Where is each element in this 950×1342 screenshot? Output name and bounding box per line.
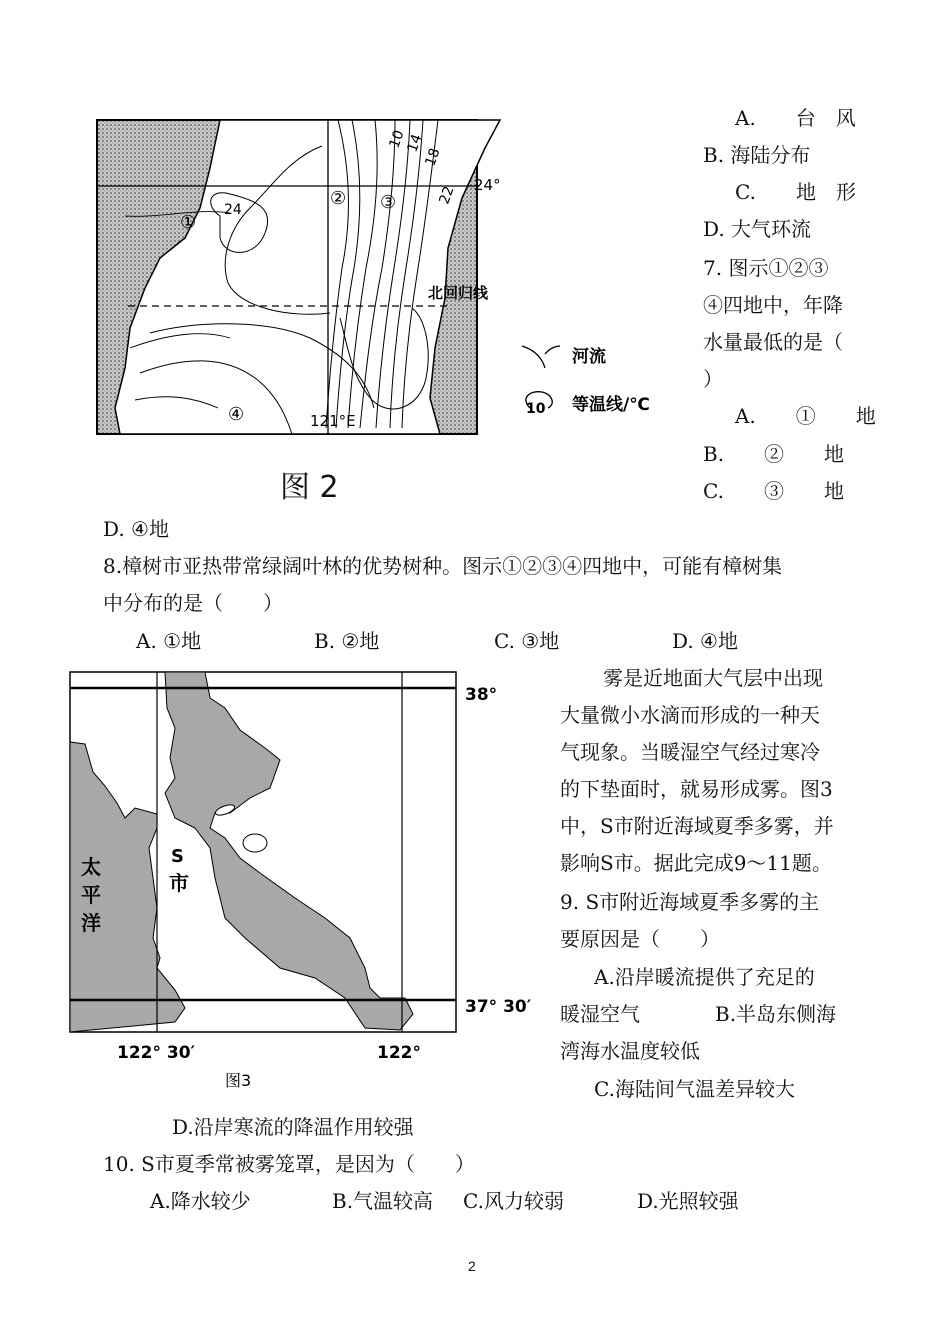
isotherm-label: 24 — [224, 202, 242, 218]
q8-option-d[interactable]: D. ④地 — [672, 629, 738, 653]
figure-3-caption: 图3 — [225, 1071, 252, 1090]
q7-option-d[interactable]: D. ④地 — [103, 517, 169, 541]
lat-top-label: 38° — [465, 685, 498, 705]
city-label-shi: 市 — [169, 871, 189, 895]
city-label-s: S — [171, 846, 184, 867]
q10-option-c[interactable]: C.风力较弱 — [463, 1189, 564, 1213]
intro-line: 中，S市附近海域夏季多雾，并 — [560, 814, 834, 838]
q10-stem: 10. S市夏季常被雾笼罩，是因为（ ） — [103, 1152, 475, 1176]
q7-stem-line: ） — [703, 367, 723, 391]
q9-option-a[interactable]: A.沿岸暖流提供了充足的 — [594, 965, 815, 989]
isotherm-label: 18 — [422, 146, 444, 169]
legend-sample-value: 10 — [526, 401, 546, 417]
q8-option-b[interactable]: B. ②地 — [314, 629, 380, 653]
q6-option-d[interactable]: D. 大气环流 — [703, 217, 812, 241]
q8-option-a[interactable]: A. ①地 — [136, 629, 202, 653]
q7-option-c[interactable]: C. ③ 地 — [703, 479, 844, 503]
q7-stem-line: 7. 图示①②③ — [703, 256, 829, 280]
river-legend-icon — [522, 346, 560, 368]
legend-isotherm-label: 等温线/℃ — [572, 395, 650, 415]
tropic-label: 北回归线 — [428, 284, 489, 302]
q8-stem-line: 中分布的是（ ） — [103, 591, 283, 615]
q9-stem-line: 9. S市附近海域夏季多雾的主 — [560, 890, 820, 914]
q6-option-b[interactable]: B. 海陆分布 — [703, 143, 811, 167]
q8-stem-line: 8.樟树市亚热带常绿阔叶林的优势树种。图示①②③④四地中，可能有樟树集 — [103, 554, 783, 578]
q6-option-a[interactable]: A. 台 风 — [735, 106, 856, 130]
lon-right-label: 122° — [377, 1043, 421, 1063]
lat-bottom-label: 37° 30′ — [465, 997, 532, 1017]
intro-line: 大量微小水滴而形成的一种天 — [560, 703, 820, 727]
q9-stem-line: 要原因是（ ） — [560, 927, 720, 951]
figure-2-isotherm-map — [90, 108, 670, 448]
q9-option-d[interactable]: D.沿岸寒流的降温作用较强 — [172, 1115, 414, 1139]
site-2-label: ② — [330, 188, 347, 209]
ocean-label-char: 太 — [81, 855, 101, 879]
ocean-label-char: 平 — [81, 883, 101, 907]
q7-option-b[interactable]: B. ② 地 — [703, 442, 845, 466]
lon-left-label: 122° 30′ — [117, 1043, 196, 1063]
q6-option-c[interactable]: C. 地 形 — [735, 180, 856, 204]
q7-stem-line: ④四地中，年降 — [703, 293, 843, 317]
page-number: 2 — [468, 1258, 476, 1274]
figure-3-coastal-map — [65, 668, 555, 1098]
isotherm-label: 14 — [404, 132, 426, 155]
q7-option-a[interactable]: A. ① 地 — [735, 404, 876, 428]
site-3-label: ③ — [380, 192, 397, 213]
q8-option-c[interactable]: C. ③地 — [494, 629, 560, 653]
figure-2-caption: 图 2 — [280, 470, 339, 505]
q9-option-a-cont[interactable]: 暖湿空气 — [560, 1002, 640, 1026]
longitude-label: 121°E — [310, 412, 356, 430]
q7-stem-line: 水量最低的是（ — [703, 330, 843, 354]
q9-option-b[interactable]: B.半岛东侧海 — [715, 1002, 837, 1026]
intro-line: 雾是近地面大气层中出现 — [603, 666, 823, 690]
legend-river-label: 河流 — [572, 347, 606, 367]
isotherm-label: 22 — [436, 184, 458, 207]
intro-line: 的下垫面时，就易形成雾。图3 — [560, 777, 833, 801]
q10-option-a[interactable]: A.降水较少 — [150, 1189, 251, 1213]
latitude-label: 24° — [474, 176, 501, 194]
q10-option-d[interactable]: D.光照较强 — [637, 1189, 739, 1213]
isotherm-label: 10 — [386, 128, 408, 151]
site-1-label: ① — [180, 212, 197, 233]
site-4-label: ④ — [228, 404, 245, 425]
q9-option-c[interactable]: C.海陆间气温差异较大 — [594, 1077, 795, 1101]
intro-line: 影响S市。据此完成9～11题。 — [560, 851, 832, 875]
q10-option-b[interactable]: B.气温较高 — [332, 1189, 434, 1213]
intro-line: 气现象。当暖湿空气经过寒冷 — [560, 740, 820, 764]
q9-option-b-cont[interactable]: 湾海水温度较低 — [560, 1039, 700, 1063]
ocean-label-char: 洋 — [81, 911, 101, 935]
